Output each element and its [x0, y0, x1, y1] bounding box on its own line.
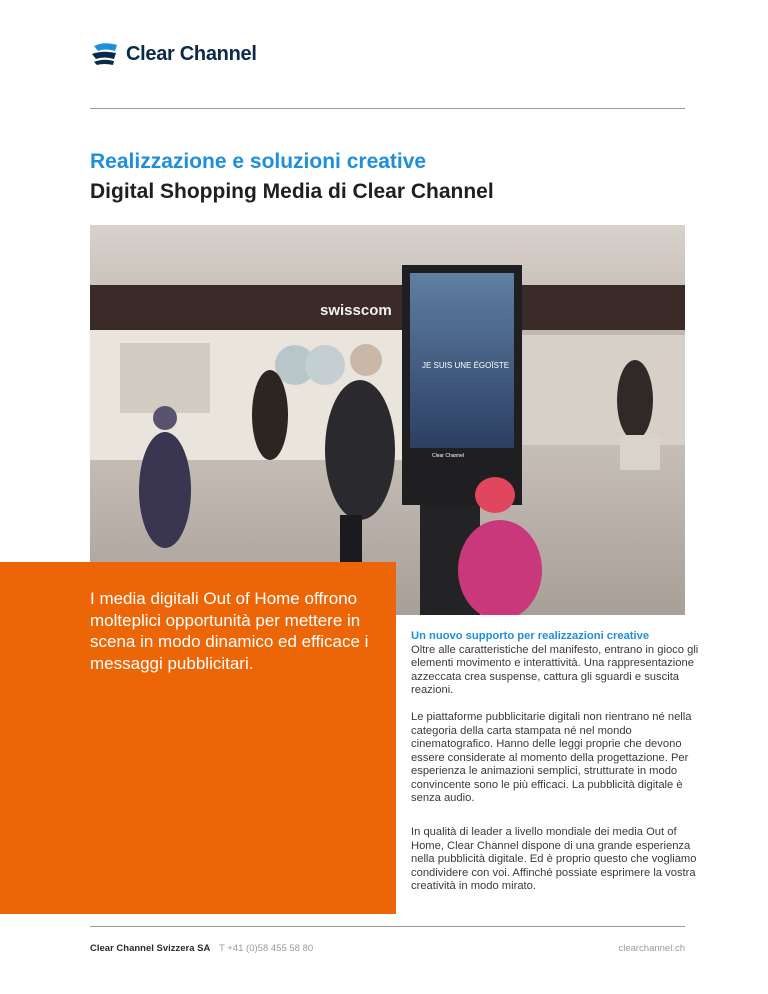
section-heading: Un nuovo supporto per realizzazioni creative: [411, 630, 650, 642]
brand-logo: [90, 42, 257, 66]
footer-company: Clear Channel Svizzera SA: [90, 943, 211, 954]
intro-paragraph: [411, 630, 701, 698]
footer-contact: [90, 943, 313, 954]
footer-phone: T +41 (0)58 455 58 80: [219, 943, 314, 954]
logo-wordmark: Clear Channel: [126, 42, 257, 65]
pull-quote: I media digitali Out of Home offrono molteplici opportunità per mettere in scena in modo dinamico ed efficace i messaggi pubblicitari.: [90, 589, 369, 673]
store-sign-text: swisscom: [320, 302, 392, 319]
paragraph-3: In qualità di leader a livello mondiale dei media Out of Home, Clear Channel dispone di una grande esperienza nella pubblicità digitale. Ed è proprio questo che vogliamo condividere con voi. Affinché possiate esprimere la vostra creatività in modo mirato.: [411, 826, 697, 892]
paragraph-2: Le piattaforme pubblicitarie digitali non rientrano né nella categoria della carta stampata né nel mondo cinematografico. Hanno delle leggi proprie che devono essere considerate al momento della progettazione. Per esperienza le animazioni semplici, strutturate in modo convincente sono le più efficaci. La pubblicità digitale è senza audio.: [411, 711, 692, 804]
hero-photo: [90, 225, 685, 615]
page-subtitle: Digital Shopping Media di Clear Channel: [90, 180, 494, 203]
footer-website[interactable]: clearchannel.ch: [618, 943, 685, 954]
screen-brand-text: Clear Channel: [432, 453, 464, 459]
paragraph-1: Oltre alle caratteristiche del manifesto, entrano in gioco gli elementi movimento e interattività. Una rappresentazione azzeccata crea suspense, cattura gli sguardi e suscita reazioni.: [411, 643, 699, 696]
screen-ad-text: JE SUIS UNE ÉGOÏSTE: [422, 361, 510, 370]
top-divider: [90, 108, 685, 109]
page-title: Realizzazione e soluzioni creative: [90, 150, 427, 173]
clear-channel-logo-icon: [90, 42, 120, 66]
bottom-divider: [90, 926, 685, 927]
